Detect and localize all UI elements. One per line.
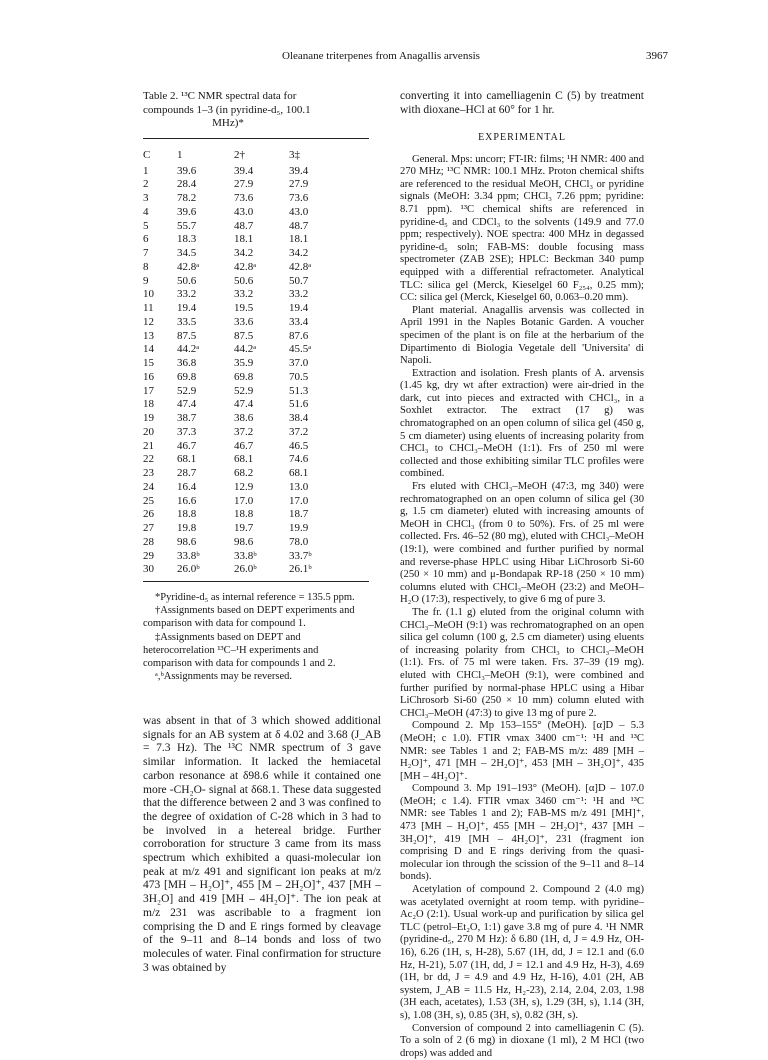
table-cell: 12.9 [234,480,254,493]
table-cell: 11 [143,302,154,314]
table-cell: 33.8ᵇ [177,549,200,562]
table-cell: 38.6 [234,412,254,424]
table-cell: 27.9 [289,178,309,191]
paragraph-compound-3: Compound 3. Mp 191–193° (MeOH). [α]D – 107.0 (MeOH; c 1.4). FTIR νmax 3460 cm⁻¹: ¹H and ¹³C NMR: see Tables 1 and 2); FAB-MS m/z 491 [MH]⁺, 473 [MH – H₂O]⁺, 455 [MH – 2H₂O]⁺, 437 [MH – 3H₂O]⁺, 419 [MH – 4H₂O]⁺, 231 (fragment ion comprising D and E rings deriving from the quasi-molecular ion through the scission of the 9–11 and 8–14 bonds). [400,783,644,883]
section-title: EXPERIMENTAL [478,132,566,143]
table-cell: 20 [143,425,154,438]
table-cell: 47.4 [177,398,197,411]
table-cell: 68.1 [234,453,254,466]
table-cell: 10 [143,288,154,301]
table-cell: 18.1 [289,233,309,246]
table-cell: 33.7ᵇ [289,549,312,562]
table-cell: 37.3 [177,425,197,438]
table-footnotes [143,591,361,683]
footnote: †Assignments based on DEPT experiments and comparison with data for compound 1. [143,605,355,630]
table-cell: 73.6 [289,192,309,204]
table-cell: 18.8 [234,508,254,521]
table-cell: 18.1 [234,233,254,246]
table-cell: 78.2 [177,192,197,204]
table-caption [143,90,363,131]
table-cell: 26 [143,508,154,521]
table-cell: 28 [143,535,154,548]
paragraph-extraction: Extraction and isolation. Fresh plants of A. arvensis (1.45 kg, dry wt after extraction) were air-dried in the dark, cut into pieces and extracted with CHCl₃, in a Soxhlet extractor. The extract (17 g) was chromatographed on an open column of silica gel (450 g, 5 cm diameter) using eluents of increasing polarity from CHCl₃ to CHCl₃–MeOH (1:1). Frs of 250 ml were collected and those exhibiting similar TLC profiles were combined. [400,367,644,480]
table-row [143,495,359,509]
table-cell: 26.0ᵇ [177,563,200,576]
table-cell: 73.6 [234,192,254,204]
table-cell: 42.8ᵃ [234,260,257,273]
table-cell: 47.4 [234,398,254,411]
table-cell: 7 [143,247,149,259]
table-cell: 48.7 [234,219,254,232]
table-cell: 26.1ᵇ [289,563,312,576]
intro-paragraph: converting it into camelliagenin C (5) by treatment with dioxane–HCl at 60° for 1 hr. [400,90,644,116]
table-cell: 46.5 [289,439,309,452]
table-cell: 37.2 [289,425,309,438]
table-top-rule [143,138,369,139]
table-row [143,247,359,261]
page-header [0,50,768,68]
table-cell: 87.6 [289,329,309,342]
table-cell: 5 [143,219,149,232]
table-cell: 13.0 [289,480,309,493]
table-cell: 2 [143,178,149,191]
table-cell: 36.8 [177,357,197,369]
table-row [143,385,359,399]
paragraph-plant-material: Plant material. Anagallis arvensis was collected in April 1991 in the Naples Botanic Garden. A voucher specimen of the plant is on file at the herbarium of the Dipartimento di Biologia Vegetale dell 'Universita' di Napoli. [400,304,644,367]
table-row [143,563,359,577]
table-cell: 50.6 [234,274,254,287]
table-row [143,178,359,192]
table-row [143,371,359,385]
table-cell: 98.6 [177,535,197,548]
table-cell: 19.9 [289,522,309,534]
table-row [143,275,359,289]
table-row [143,330,359,344]
table-cell: 19.4 [289,302,309,314]
table-cell: 16.6 [177,494,197,507]
right-column [400,90,644,1060]
table-cell: 25 [143,494,154,507]
table-cell: 46.7 [177,439,197,452]
paragraph-acetylation: Acetylation of compound 2. Compound 2 (4.0 mg) was acetylated overnight at room temp. with pyridine–Ac₂O (2:1). Usual work-up and purification by silica gel TLC (petrol–Et₂O, 1:1) gave 3.8 mg of pure 4. ¹H NMR (pyridine-d₅, 270 M Hz): δ 6.80 (1H, d, J = 4.9 Hz, OH-16), 6.26 (1H, s, H-28), 5.67 (1H, dd, J = 12.1 and (6.0 Hz, H-21), 5.07 (1H, dd, J = 12.1 and 4.9 Hz, H-3), 4.69 (1H, br dd, J = 4.9 and 4.9 Hz, H-16), 4.01 (2H, AB system, J_AB = 11.5 Hz, H₂-23), 2.14, 2.04, 2.03, 1.98 (3H each, acetates), 1.53 (3H, s), 1.29 (3H, s), 1.14 (3H, s), 1.08 (3H, s), 0.85 (3H, s), 0.82 (3H, s). [400,884,644,1021]
table-cell: 50.6 [177,274,197,287]
table-row [143,288,359,302]
paragraph-fraction-2: The fr. (1.1 g) eluted from the original column with CHCl₃–MeOH (9:1) was rechromatographed on an open silica gel column (100 g, 2.5 cm diameter) using eluents of increasing polarity from CHCl₃ to CHCl₃–MeOH (1:1). Frs. of 75 ml were taken. Frs. 37–39 (19 mg). eluted with CHCl₃–MeOH (9:1), were combined and further purified by normal-phase HPLC using a Hibar LiChrosorb Si-60 (250 × 10 mm) column eluted with CHCl₃–MeOH (47:3) to give 13 mg of pure 2. [400,606,644,719]
table-row [143,508,359,522]
table-cell: 45.5ᵃ [289,343,312,356]
table-row [143,233,359,247]
table-cell: 16 [143,370,154,383]
table-row [143,302,359,316]
table-cell: 24 [143,480,154,493]
caption-line-2: compounds 1–3 (in pyridine-d₅, 100.1 [143,103,311,116]
table-body [143,165,359,578]
table-cell: 34.5 [177,247,197,259]
table-row [143,357,359,371]
table-cell: 37.2 [234,425,254,438]
table-row [143,206,359,220]
table-cell: 33.2 [289,288,309,301]
table-cell: 39.4 [234,164,254,177]
table-cell: 19.8 [177,522,197,534]
table-cell: 52.9 [177,384,197,397]
table-cell: 18.3 [177,233,197,246]
table-cell: 55.7 [177,219,197,232]
table-cell: 51.6 [289,398,309,411]
table-cell: 44.2ᵃ [177,343,200,356]
caption-line-1: Table 2. ¹³C NMR spectral data for [143,90,297,102]
footnote: *Pyridine-d₅ as internal reference = 135.5 ppm. [155,592,355,603]
table-cell: 69.8 [177,370,197,383]
table-cell: 48.7 [289,219,309,232]
caption-line-3: MHz)* [212,117,244,129]
table-cell: 43.0 [289,205,309,218]
table-cell: 70.5 [289,370,309,383]
table-cell: 52.9 [234,384,254,397]
table-cell: 87.5 [234,329,254,342]
table-cell: 98.6 [234,535,254,548]
table-cell: 29 [143,549,154,562]
table-row [143,440,359,454]
col-header-3: 3‡ [289,148,300,161]
table-cell: 39.6 [177,205,197,218]
footnote: ‡Assignments based on DEPT and heterocorrelation ¹³C–¹H experiments and comparison with data for compounds 1 and 2. [143,631,336,670]
col-header-2: 2† [234,148,245,161]
table-cell: 46.7 [234,439,254,452]
table-row [143,261,359,275]
table-cell: 17.0 [289,494,309,507]
table-cell: 16.4 [177,480,197,493]
table-cell: 23 [143,467,154,479]
table-cell: 4 [143,205,149,218]
table-cell: 33.5 [177,315,197,328]
table-cell: 27.9 [234,178,254,191]
table-cell: 42.8ᵃ [289,260,312,273]
table-cell: 33.8ᵇ [234,549,257,562]
table-cell: 50.7 [289,274,309,287]
table-row [143,220,359,234]
table-cell: 21 [143,439,154,452]
table-cell: 1 [143,164,149,177]
table-cell: 37.0 [289,357,309,369]
table-cell: 34.2 [234,247,254,259]
table-cell: 9 [143,274,149,287]
table-cell: 42.8ᵃ [177,260,200,273]
table-cell: 33.6 [234,315,254,328]
table-cell: 51.3 [289,384,309,397]
table-cell: 69.8 [234,370,254,383]
table-cell: 22 [143,453,154,466]
table-bottom-rule [143,581,369,582]
table-row [143,316,359,330]
table-cell: 34.2 [289,247,309,259]
table-cell: 18.7 [289,508,309,521]
table-cell: 15 [143,357,154,369]
table-cell: 8 [143,260,149,273]
body-paragraph: was absent in that of 3 which showed additional signals for an AB system at δ 4.02 and 3.68 (J_AB = 7.3 Hz). The ¹³C NMR spectrum of 3 gave similar information. It lacked the hemiacetal carbon resonance at δ98.6 while it contained one more -CH₂O- signal at δ68.1. These data suggested that the difference between 2 and 3 was confined to the degree of oxidation of C-28 which in 3 had to be involved in a hetereal bridge. Further corroboration for structure 3 came from its mass spectrum which exhibited a quasi-molecular ion peak at m/z 491 and significant ion peaks at m/z 473 [MH – H₂O]⁺, 455 [M – 2H₂O]⁺, 437 [MH – 3H₂O] and 419 [MH – 4H₂O]⁺. The ion peak at m/z 231 was ascribable to a fragment ion comprising the D and E rings formed by cleavage of the 9–11 and 8–14 bonds and loss of two molecules of water. Final confirmation for structure 3 was obtained by [143,715,381,974]
table-header-row [143,145,359,165]
nmr-table [143,145,359,578]
table-row [143,453,359,467]
table-cell: 28.4 [177,178,197,191]
table-cell: 43.0 [234,205,254,218]
table-row [143,412,359,426]
table-cell: 17 [143,384,154,397]
left-column [143,90,383,683]
table-cell: 3 [143,192,149,204]
paragraph-compound-2: Compound 2. Mp 153–155° (MeOH). [α]D – 5.3 (MeOH; c 1.0). FTIR νmax 3400 cm⁻¹: ¹H and ¹³C NMR: see Tables 1 and 2; FAB-MS m/z: 489 [MH – H₂O]⁺, 471 [MH – 2H₂O]⁺, 453 [MH – 3H₂O]⁺, 435 [MH – 4H₂O]⁺. [400,720,644,782]
table-cell: 33.4 [289,315,309,328]
table-cell: 30 [143,563,154,576]
table-cell: 74.6 [289,453,309,466]
table-cell: 38.7 [177,412,197,424]
paragraph-general: General. Mps: uncorr; FT-IR: films; ¹H NMR: 400 and 270 MHz; ¹³C NMR: 100.1 MHz. Proton chemical shifts are referenced to the residual MeOH, CHCl₃ or pyridine signals (MeOH: 3.34 ppm; CHCl₃ 7.26 ppm; pyridine: 8.71 ppm). ¹³C chemical shifts are referenced in pyridine-d₅ and CDCl₃ to the solvents (149.9 and 77.0 ppm; respectively). NOE spectra: 400 MHz in degassed pyridine-d₅ soln; FAB-MS: double focusing mass spectrometer (ZAB 2SE); HPLC: Beckman 340 pump equipped with a differential refractometer. Analytical TLC: silica gel (Merck, Kieselgel 60 F₂₅₄, 0.25 mm); CC: silica gel (Merck, Kieselgel 60, 0.063–0.20 mm). [400,153,645,304]
table-cell: 78.0 [289,535,309,548]
table-cell: 14 [143,343,154,356]
table-row [143,165,359,179]
table-cell: 44.2ᵃ [234,343,257,356]
table-cell: 18.8 [177,508,197,521]
table-cell: 68.1 [289,467,309,479]
table-cell: 19 [143,412,154,424]
table-cell: 33.2 [177,288,197,301]
table-cell: 19.5 [234,302,254,314]
page-number: 3967 [646,50,668,62]
paragraph-conversion: Conversion of compound 2 into camelliagenin C (5). To a soln of 2 (6 mg) in dioxane (1 ml), 2 M HCl (two drops) was added and [400,1022,644,1059]
table-cell: 18 [143,398,154,411]
table-cell: 38.4 [289,412,309,424]
table-cell: 68.2 [234,467,254,479]
table-cell: 6 [143,233,149,246]
col-header-1: 1 [177,148,183,161]
table-cell: 13 [143,329,154,342]
table-cell: 19.4 [177,302,197,314]
table-row [143,192,359,206]
table-cell: 39.6 [177,164,197,177]
table-cell: 19.7 [234,522,254,534]
table-cell: 17.0 [234,494,254,507]
table-row [143,522,359,536]
table-row [143,481,359,495]
table-row [143,550,359,564]
table-cell: 39.4 [289,164,309,177]
table-row [143,426,359,440]
table-row [143,398,359,412]
table-row [143,343,359,357]
table-cell: 87.5 [177,329,197,342]
col-header-c: C [143,148,151,161]
table-row [143,467,359,481]
paragraph-fractions: Frs eluted with CHCl₃–MeOH (47:3, mg 340) were rechromatographed on an open column of silica gel (30 g, 1.5 cm diameter) eluted with increasing amounts of MeOH in CHCl₃ (from 0 to 50%). Frs. of 25 ml were collected. Frs. 46–52 (80 mg), eluted with CHCl₃–MeOH (19:1), were combined and further purified by normal and reverse-phase HPLC using Hibar LiChrosorb Si-60 (250 × 10 mm) and μ-Bondapak RP-18 (250 × 10 mm) columns eluted with CHCl₃–MeOH (23:2) and MeOH–H₂O (17:3), respectively, to give 6 mg of pure 3. [400,481,644,606]
footnote: ᵃ,ᵇAssignments may be reversed. [155,671,293,683]
table-cell: 28.7 [177,467,197,479]
table-row [143,536,359,550]
running-head: Oleanane triterpenes from Anagallis arvensis [282,50,480,62]
table-cell: 35.9 [234,357,254,369]
table-cell: 12 [143,315,154,328]
table-cell: 68.1 [177,453,197,466]
table-cell: 33.2 [234,288,254,301]
table-cell: 26.0ᵇ [234,563,257,576]
left-body-text [143,715,381,975]
table-cell: 27 [143,522,154,534]
